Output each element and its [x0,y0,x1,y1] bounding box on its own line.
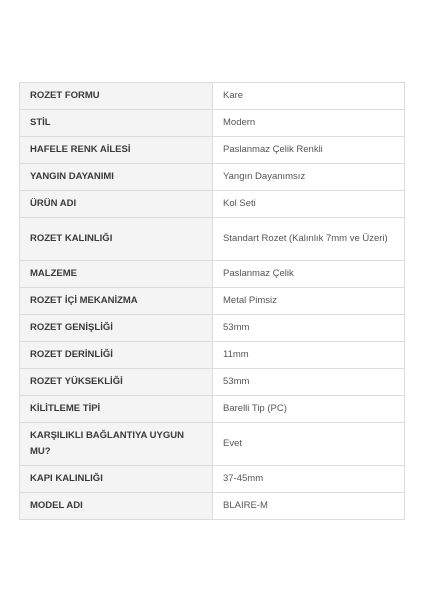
spec-value: Evet [213,423,405,466]
spec-label: ROZET FORMU [20,83,213,110]
spec-label: STİL [20,110,213,137]
spec-value: Paslanmaz Çelik Renkli [213,137,405,164]
spec-label: KARŞILIKLI BAĞLANTIYA UYGUN MU? [20,423,213,466]
spec-value: Kol Seti [213,191,405,218]
spec-row-rozet-derinligi [20,342,405,369]
spec-row-rozet-ici-mekanizma [20,288,405,315]
spec-label: YANGIN DAYANIMI [20,164,213,191]
spec-row-yangin-dayanimi [20,164,405,191]
spec-value: Metal Pimsiz [213,288,405,315]
spec-value: BLAIRE-M [213,493,405,520]
spec-label: ROZET İÇİ MEKANİZMA [20,288,213,315]
spec-row-rozet-yuksekligi [20,369,405,396]
spec-value: Barelli Tip (PC) [213,396,405,423]
spec-row-kapi-kalinligi [20,466,405,493]
spec-row-stil [20,110,405,137]
spec-label: ROZET DERİNLİĞİ [20,342,213,369]
spec-row-rozet-kalinligi [20,218,405,261]
spec-row-malzeme [20,261,405,288]
spec-label: ROZET YÜKSEKLİĞİ [20,369,213,396]
spec-label: MALZEME [20,261,213,288]
product-specs-table [19,82,405,520]
spec-value: Paslanmaz Çelik [213,261,405,288]
spec-row-karsilikli-baglanti [20,423,405,466]
spec-value: 11mm [213,342,405,369]
spec-value: Standart Rozet (Kalınlık 7mm ve Üzeri) [213,218,405,261]
spec-value: Yangın Dayanımsız [213,164,405,191]
spec-row-model-adi [20,493,405,520]
spec-row-urun-adi [20,191,405,218]
spec-label: HAFELE RENK AİLESİ [20,137,213,164]
spec-row-kilitleme-tipi [20,396,405,423]
spec-value: 53mm [213,369,405,396]
spec-label: MODEL ADI [20,493,213,520]
spec-value: 37-45mm [213,466,405,493]
spec-row-renk-ailesi [20,137,405,164]
spec-label: KAPI KALINLIĞI [20,466,213,493]
spec-value: Kare [213,83,405,110]
spec-value: Modern [213,110,405,137]
spec-value: 53mm [213,315,405,342]
spec-label: KİLİTLEME TİPİ [20,396,213,423]
spec-label: ROZET GENİŞLİĞİ [20,315,213,342]
spec-row-rozet-genisligi [20,315,405,342]
spec-label: ROZET KALINLIĞI [20,218,213,261]
spec-row-rozet-formu [20,83,405,110]
spec-label: ÜRÜN ADI [20,191,213,218]
